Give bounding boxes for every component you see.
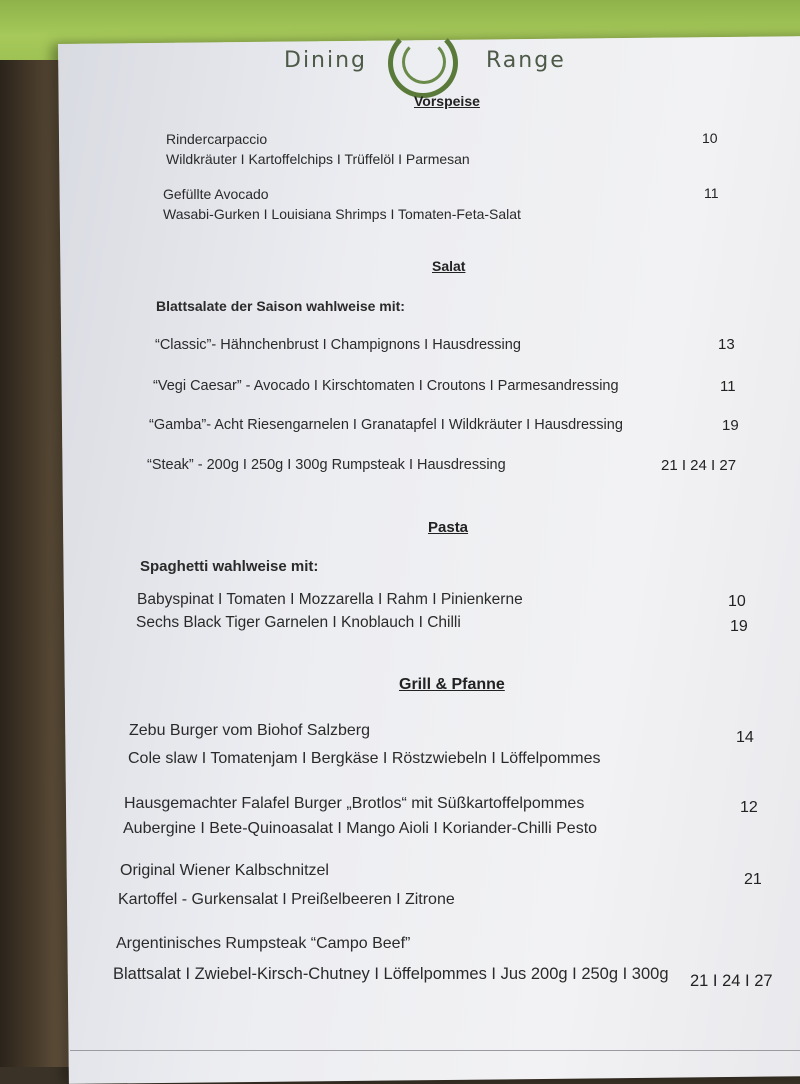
- logo-left-word: Dining: [284, 48, 368, 73]
- page-bottom-edge: [70, 1050, 800, 1051]
- menu-item-price: 21 I 24 I 27: [661, 457, 737, 474]
- section-title-salat: Salat: [432, 258, 466, 274]
- section-intro-pasta: Spaghetti wahlweise mit:: [140, 558, 319, 575]
- menu-item-line: “Gamba”- Acht Riesengarnelen I Granatapfel I Wildkräuter I Hausdressing: [149, 417, 623, 433]
- menu-item-description: Kartoffel - Gurkensalat I Preißelbeeren I Zitrone: [118, 891, 455, 908]
- menu-item-price: 21 I 24 I 27: [690, 972, 773, 990]
- menu-item-price: 19: [730, 618, 748, 635]
- section-intro-salat: Blattsalate der Saison wahlweise mit:: [156, 298, 405, 314]
- menu-item-name: Gefüllte Avocado: [163, 186, 269, 202]
- menu-item-line: “Steak” - 200g I 250g I 300g Rumpsteak I Hausdressing: [147, 457, 506, 473]
- section-title-pasta: Pasta: [428, 519, 469, 536]
- menu-item-description: Cole slaw I Tomatenjam I Bergkäse I Röstzwiebeln I Löffelpommes: [128, 750, 601, 767]
- menu-item-price: 19: [722, 417, 739, 434]
- section-title-vorspeise: Vorspeise: [414, 93, 480, 109]
- menu-item-price: 11: [704, 185, 719, 201]
- logo-inner-ring-icon: [402, 40, 446, 84]
- menu-item-description: Blattsalat I Zwiebel-Kirsch-Chutney I Löffelpommes I Jus 200g I 250g I 300g: [113, 965, 669, 983]
- logo-right-word: Range: [486, 48, 566, 73]
- restaurant-logo: [280, 42, 590, 92]
- menu-item-description: Wasabi-Gurken I Louisiana Shrimps I Tomaten-Feta-Salat: [163, 206, 521, 222]
- menu-item-price: 10: [702, 130, 718, 146]
- menu-item-line: Babyspinat I Tomaten I Mozzarella I Rahm I Pinienkerne: [137, 591, 523, 608]
- menu-item-name: Hausgemachter Falafel Burger „Brotlos“ mit Süßkartoffelpommes: [124, 795, 585, 812]
- menu-item-line: “Classic”- Hähnchenbrust I Champignons I Hausdressing: [155, 337, 521, 353]
- menu-item-price: 21: [744, 871, 762, 888]
- menu-item-price: 11: [720, 378, 736, 395]
- menu-item-line: Sechs Black Tiger Garnelen I Knoblauch I Chilli: [136, 614, 461, 631]
- menu-item-description: Aubergine I Bete-Quinoasalat I Mango Aioli I Koriander-Chilli Pesto: [123, 820, 598, 837]
- menu-item-price: 10: [728, 593, 746, 610]
- menu-item-name: Argentinisches Rumpsteak “Campo Beef”: [116, 935, 411, 952]
- menu-item-name: Rindercarpaccio: [166, 131, 268, 147]
- menu-item-description: Wildkräuter I Kartoffelchips I Trüffelöl I Parmesan: [166, 151, 470, 167]
- section-title-grill-pfanne: Grill & Pfanne: [399, 676, 505, 693]
- menu-item-price: 13: [718, 336, 735, 353]
- menu-item-name: Original Wiener Kalbschnitzel: [120, 862, 329, 879]
- menu-item-price: 14: [736, 729, 754, 746]
- menu-item-name: Zebu Burger vom Biohof Salzberg: [129, 722, 371, 739]
- menu-item-price: 12: [740, 799, 758, 816]
- menu-item-line: “Vegi Caesar” - Avocado I Kirschtomaten I Croutons I Parmesandressing: [153, 378, 619, 394]
